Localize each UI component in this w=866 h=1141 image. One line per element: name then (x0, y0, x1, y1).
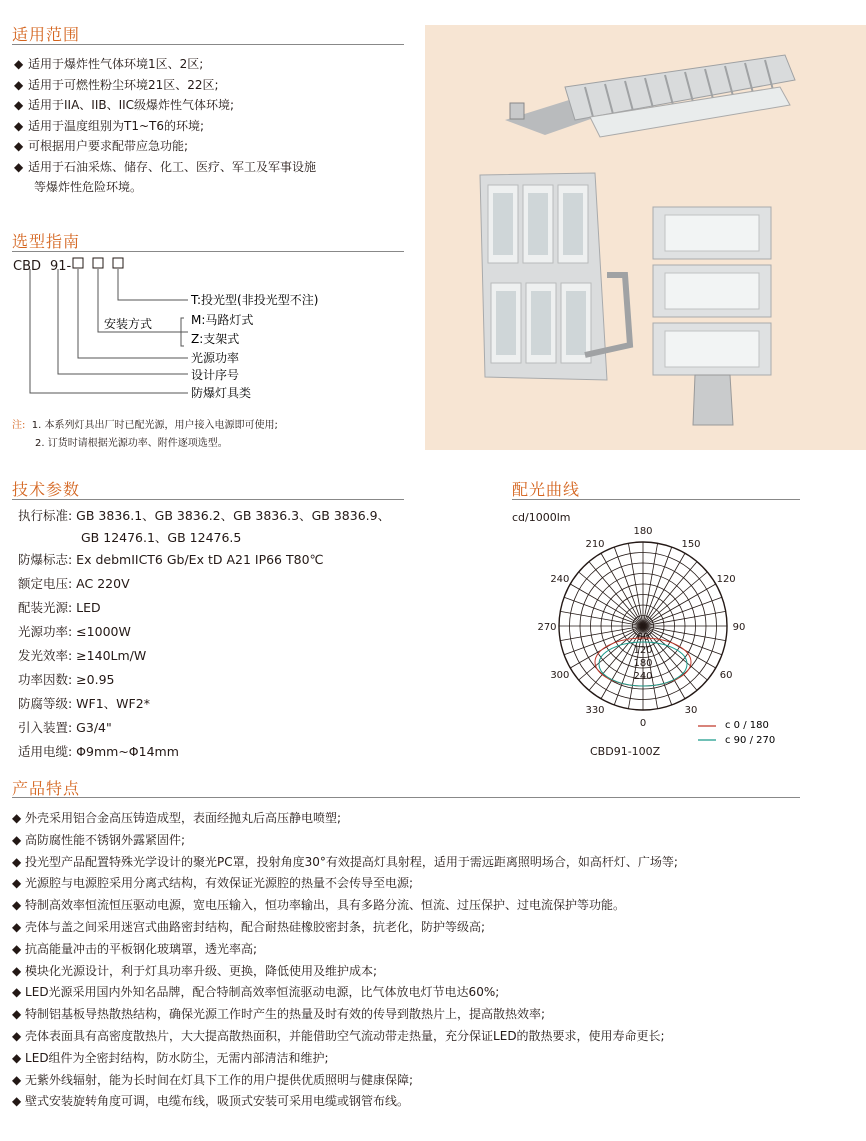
diamond-bullet-icon: ◆ (12, 985, 26, 1000)
diamond-bullet-icon: ◆ (12, 1007, 26, 1022)
note-2: 2. 订货时请根据光源功率、附件逐项选型。 (35, 438, 228, 449)
polar-angle-label: 30 (684, 705, 698, 717)
scope-title: 适用范围 (12, 25, 81, 44)
polar-angle-label: 60 (719, 670, 733, 681)
diamond-bullet-icon: ◆ (14, 57, 24, 71)
diamond-bullet-icon: ◆ (14, 98, 24, 112)
polar-radial-label: 60 (636, 632, 650, 643)
polar-radial-label: 120 (633, 645, 653, 656)
modular-light-image (653, 207, 771, 425)
list-item: ◆ 特制铝基板导热散热结构，确保光源工作时产生的热量及时有效的传导到散热片上，提高散热效率; (12, 1007, 546, 1022)
floodlight-image (480, 173, 630, 380)
polar-angle-label: 330 (585, 705, 605, 717)
spec-list (18, 504, 390, 764)
list-item: ◆ 壳体与盖之间采用迷宫式曲路密封结构，配合耐热硅橡胶密封条，抗老化，防护等级高; (12, 919, 486, 934)
note-tag: 注: (12, 420, 26, 431)
spec-power-factor: 功率因数: ≥0.95 (18, 672, 115, 687)
polar-angle-label: 0 (639, 718, 647, 729)
scope-divider (12, 44, 404, 45)
list-item: ◆ 适用于IIA、IIB、IIC级爆炸性气体环境; (14, 95, 316, 116)
code-box-power (73, 258, 83, 268)
label-category: 防爆灯具类 (191, 386, 252, 400)
diamond-bullet-icon: ◆ (12, 854, 26, 869)
code-number: 91- (50, 259, 72, 274)
legend-c90: c 90 / 270 (725, 735, 776, 746)
curve-divider (512, 499, 800, 500)
diamond-bullet-icon: ◆ (12, 1072, 26, 1087)
features-list (12, 808, 678, 1113)
code-prefix: CBD (13, 259, 42, 274)
curve-title: 配光曲线 (512, 480, 581, 499)
scope-list (14, 54, 316, 198)
model-code-diagram (0, 252, 420, 412)
polar-angle-label: 90 (732, 622, 746, 633)
diamond-bullet-icon: ◆ (12, 876, 26, 891)
spec-light-source: 配装光源: LED (18, 600, 101, 615)
polar-angle-label: 240 (550, 574, 570, 585)
legend-c0: c 0 / 180 (725, 720, 769, 731)
diamond-bullet-icon: ◆ (14, 159, 24, 174)
polar-angle-label: 270 (537, 622, 557, 633)
spec-ex-mark: 防爆标志: Ex debmIICT6 Gb/Ex tD A21 IP66 T80℃ (18, 552, 324, 567)
list-item: ◆ 可根据用户要求配带应急功能; (14, 136, 316, 157)
list-item: ◆ 抗高能量冲击的平板钢化玻璃罩，透光率高; (12, 941, 258, 956)
diamond-bullet-icon: ◆ (12, 1028, 26, 1043)
diamond-bullet-icon: ◆ (12, 963, 26, 978)
diamond-bullet-icon: ◆ (12, 832, 26, 847)
spec-anticorrosion: 防腐等级: WF1、WF2* (18, 696, 150, 711)
spec-cable: 适用电缆: Φ9mm~Φ14mm (18, 744, 179, 759)
tech-title: 技术参数 (12, 480, 81, 499)
list-item: ◆ 无紫外线辐射，能为长时间在灯具下工作的用户提供优质照明与健康保障; (12, 1072, 414, 1087)
diamond-bullet-icon: ◆ (14, 77, 24, 92)
label-bracket: Z:支架式 (191, 332, 240, 346)
code-box-type (113, 258, 123, 268)
selection-title: 选型指南 (12, 232, 81, 251)
note-1: 1. 本系列灯具出厂时已配光源，用户接入电源即可使用; (31, 420, 278, 431)
list-item: ◆ 适用于爆炸性气体环境1区、2区; (14, 54, 316, 75)
curve-unit: cd/1000lm (512, 511, 571, 524)
list-item: ◆ 壁式安装旋转角度可调，电缆布线，吸顶式安装可采用电缆或钢管布线。 (12, 1094, 410, 1109)
list-item: ◆ 适用于温度组别为T1~T6的环境; (14, 116, 316, 137)
polar-angle-label: 300 (550, 670, 570, 681)
diamond-bullet-icon: ◆ (12, 1050, 26, 1065)
list-item: ◆ LED组件为全密封结构，防水防尘，无需内部清洁和维护; (12, 1050, 329, 1065)
polar-radial-label: 180 (633, 658, 653, 669)
code-box-install (93, 258, 103, 268)
label-serial: 设计序号 (191, 368, 240, 382)
diamond-bullet-icon: ◆ (12, 811, 26, 825)
notes (12, 417, 278, 453)
diamond-bullet-icon: ◆ (14, 139, 24, 153)
polar-angle-label: 150 (681, 538, 701, 550)
spec-standard: 执行标准: GB 3836.1、GB 3836.2、GB 3836.3、GB 3836.9、 (18, 508, 391, 523)
diamond-bullet-icon: ◆ (14, 118, 24, 133)
diamond-bullet-icon: ◆ (12, 898, 26, 913)
list-item: ◆ 壳体表面具有高密度散热片，大大提高散热面积，并能借助空气流动带走热量，充分保证LED的散热要求，使用寿命更长; (12, 1028, 665, 1043)
diamond-bullet-icon: ◆ (12, 919, 26, 934)
list-item: ◆ 模块化光源设计，利于灯具功率升级、更换，降低使用及维护成本; (12, 963, 378, 978)
road-light-image (505, 55, 795, 137)
list-item: ◆ 高防腐性能不锈钢外露紧固件; (12, 832, 186, 847)
list-item: ◆ 光源腔与电源腔采用分离式结构，有效保证光源腔的热量不会传导至电源; (12, 876, 414, 891)
list-item: ◆ 适用于石油采炼、储存、化工、医疗、军工及军事设施 (14, 157, 316, 178)
polar-angle-label: 120 (716, 574, 736, 585)
spec-entry: 引入装置: G3/4" (18, 720, 112, 735)
curve-model: CBD91-100Z (590, 745, 661, 758)
list-item: ◆ 投光型产品配置特殊光学设计的聚光PC罩，投射角度30°有效提高灯具射程，适用于需远距离照明场合，如高杆灯、广场等; (12, 854, 678, 869)
list-item: ◆ 适用于可燃性粉尘环境21区、22区; (14, 75, 316, 96)
polar-angle-label: 180 (633, 526, 653, 537)
tech-divider (12, 499, 404, 500)
spec-power: 光源功率: ≤1000W (18, 624, 131, 639)
polar-curve-chart (520, 525, 790, 765)
product-photo-panel (425, 25, 866, 450)
label-road: M:马路灯式 (191, 313, 254, 327)
polar-radial-label: 240 (633, 671, 653, 682)
spec-standard-cont: GB 12476.1、GB 12476.5 (81, 530, 242, 545)
diamond-bullet-icon: ◆ (12, 1094, 26, 1109)
label-power: 光源功率 (191, 351, 240, 365)
product-photos (425, 25, 866, 450)
features-divider (12, 797, 800, 798)
spec-efficacy: 发光效率: ≥140Lm/W (18, 648, 147, 663)
polar-angle-label: 210 (585, 538, 605, 550)
list-item: ◆ 特制高效率恒流恒压驱动电源，宽电压输入，恒功率输出，具有多路分流、恒流、过压保护、过电流保护等功能。 (12, 898, 626, 913)
list-item: ◆ LED光源采用国内外知名品牌，配合特制高效率恒流驱动电源，比气体放电灯节电达60%; (12, 985, 500, 1000)
label-install: 安装方式 (104, 317, 153, 331)
label-type: T:投光型(非投光型不注) (191, 293, 319, 307)
features-title: 产品特点 (12, 779, 81, 798)
diamond-bullet-icon: ◆ (12, 941, 26, 956)
list-item-continued: 等爆炸性危险环境。 (34, 180, 143, 194)
list-item: ◆ 外壳采用铝合金高压铸造成型，表面经抛丸后高压静电喷塑; (12, 811, 342, 825)
spec-voltage: 额定电压: AC 220V (18, 576, 130, 591)
